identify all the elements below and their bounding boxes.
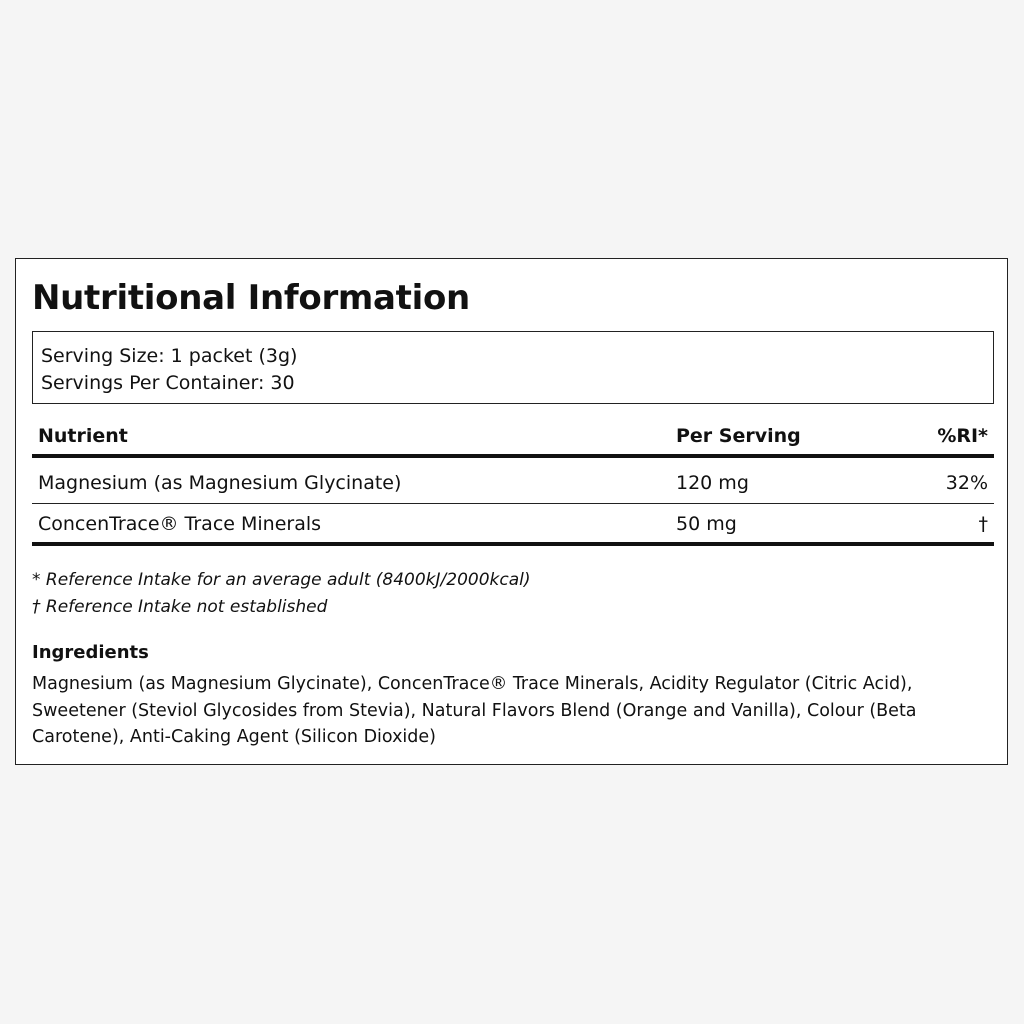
nutrient-table [32,421,994,546]
nutrient-ri: 32% [945,472,988,494]
footnote-reference-intake: * Reference Intake for an average adult (8400kJ/2000kcal) [32,570,531,590]
panel-title: Nutritional Information [32,278,470,318]
ingredients-list: Magnesium (as Magnesium Glycinate), ConcenTrace® Trace Minerals, Acidity Regulator (Citric Acid), Sweetener (Steviol Glycosides from Stevia), Natural Flavors Blend (Orange and Vanilla), Colour (Beta Carotene), Anti-Caking Agent (Silicon Dioxide) [32,674,917,747]
table-header-row [32,421,994,458]
servings-per-container: Servings Per Container: 30 [41,372,295,394]
nutrient-name: ConcenTrace® Trace Minerals [38,513,322,535]
serving-size: Serving Size: 1 packet (3g) [41,345,298,367]
table-row [32,504,994,546]
table-row [32,458,994,504]
serving-info-box [32,331,994,404]
nutrient-ri: † [978,513,988,535]
header-nutrient: Nutrient [38,425,128,447]
footnote-not-established: † Reference Intake not established [32,597,328,617]
ingredients-heading: Ingredients [32,642,149,663]
header-per-serving: Per Serving [676,425,801,447]
nutrient-name: Magnesium (as Magnesium Glycinate) [38,472,402,494]
footnotes [32,567,531,621]
nutrient-amount: 50 mg [676,513,737,535]
nutrient-amount: 120 mg [676,472,749,494]
nutrition-panel [15,258,1008,765]
header-ri: %RI* [937,425,988,447]
